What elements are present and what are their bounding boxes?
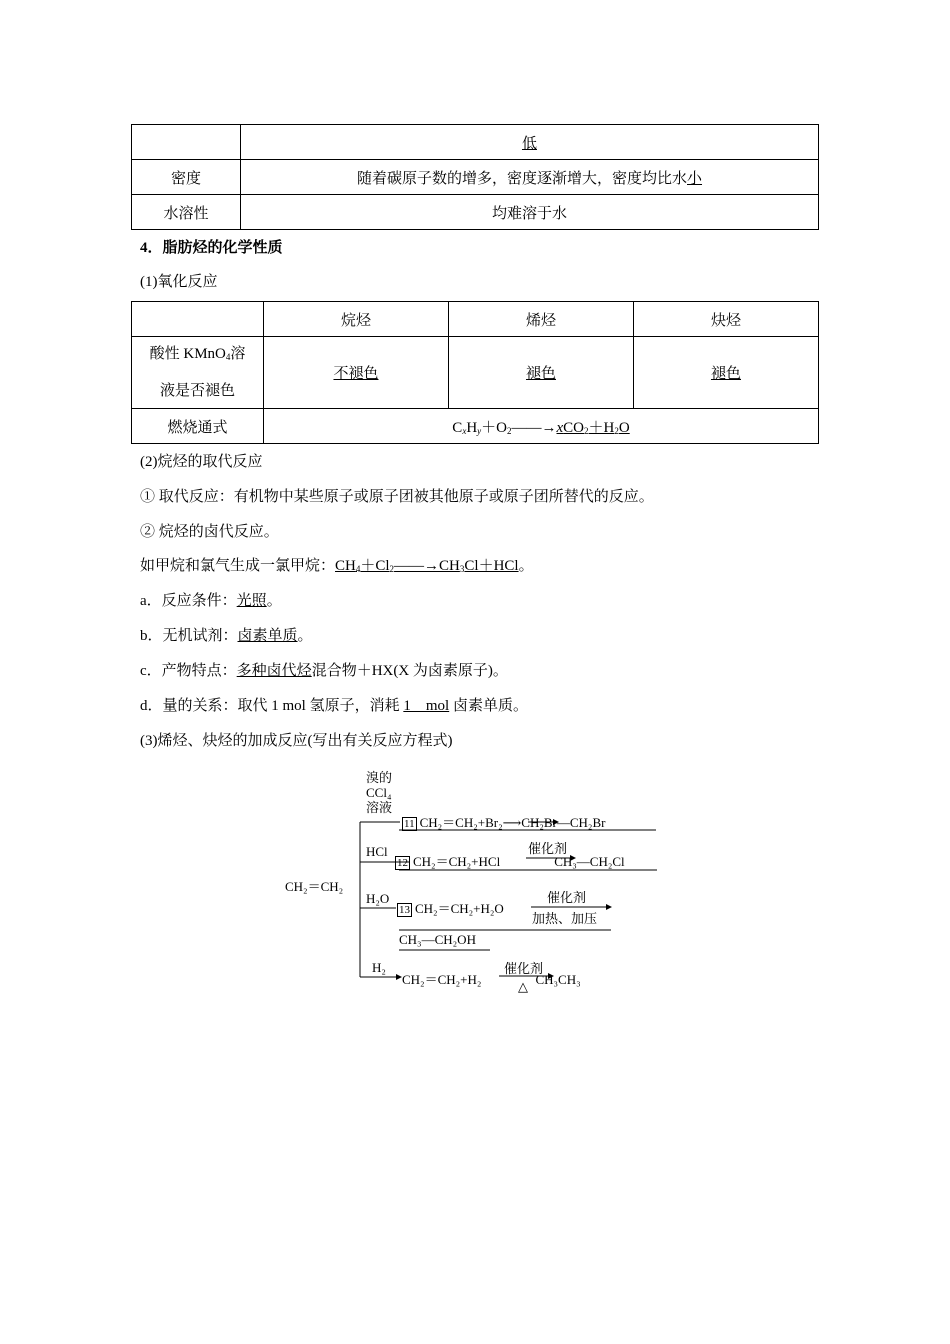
header-alkane: 烷烃 xyxy=(264,302,449,337)
solubility-value: 均难溶于水 xyxy=(241,195,819,230)
product-item: c．产物特点：多种卤代烃混合物＋HX(X 为卤素原子)。 xyxy=(140,663,508,679)
water-condition-bottom: 加热、加压 xyxy=(532,911,598,926)
density-value: 随着碳原子数的增多，密度逐渐增大，密度均比水小 xyxy=(241,160,819,195)
combustion-label: 燃烧通式 xyxy=(132,409,264,444)
halogenation-heading: ② 烷烃的卤代反应。 xyxy=(140,524,279,540)
boiling-point-answer: 低 xyxy=(521,135,537,152)
kmno4-label: 酸性 KMnO$_4$溶 液是否褪色 xyxy=(132,337,264,409)
combustion-equation: $C_xH_y+O_2——\to xCO_2+H_2O$ xyxy=(264,409,819,444)
bromine-equation: 11 CH₂＝CH₂+Br₂⟶CH₂Br—CH₂Br xyxy=(404,815,606,830)
hcl-condition: 催化剂 xyxy=(528,841,568,856)
hydrogen-condition-bottom: △ xyxy=(518,979,528,994)
hcl-reagent: HCl xyxy=(366,844,388,859)
section-title: 4．脂肪烃的化学性质 xyxy=(140,240,283,256)
methane-example: 如甲烷和氯气生成一氯甲烷：$CH_4+Cl_2——\to CH_3Cl+HCl$。 xyxy=(140,558,534,574)
water-product: CH₃—CH₂OH xyxy=(399,932,476,947)
hydrogen-equation: CH₂＝CH₂+H₂ CH₃CH₃ xyxy=(402,972,581,987)
hydrogen-reagent: H₂ xyxy=(372,960,386,975)
water-equation: 13 CH₂＝CH₂+H₂O xyxy=(399,901,504,916)
oxidation-heading: (1)氧化反应 xyxy=(140,274,218,290)
header-alkyne: 炔烃 xyxy=(634,302,819,337)
solubility-label: 水溶性 xyxy=(132,195,241,230)
water-condition-top: 催化剂 xyxy=(547,890,587,905)
reagent-item: b．无机试剂：卤素单质。 xyxy=(140,628,313,644)
substitution-heading: (2)烷烃的取代反应 xyxy=(140,454,263,470)
water-reagent: H₂O xyxy=(366,891,390,906)
hcl-equation: 12 CH₂＝CH₂+HCl CH₃—CH₂Cl xyxy=(397,854,625,869)
addition-heading: (3)烯烃、炔烃的加成反应(写出有关反应方程式) xyxy=(140,733,453,749)
substitution-definition: ① 取代反应：有机物中某些原子或原子团被其他原子或原子团所替代的反应。 xyxy=(140,489,654,505)
header-alkene: 烯烃 xyxy=(449,302,634,337)
reactant-ethene: CH₂＝CH₂ xyxy=(285,879,344,894)
hydrogen-condition-top: 催化剂 xyxy=(504,961,544,976)
alkane-kmno4: 不褪色 xyxy=(264,337,449,409)
alkyne-kmno4: 褪色 xyxy=(634,337,819,409)
quantity-item: d．量的关系：取代 1 mol 氢原子，消耗 1 mol 卤素单质。 xyxy=(140,698,528,714)
condition-item: a．反应条件：光照。 xyxy=(140,593,282,609)
alkene-kmno4: 褪色 xyxy=(449,337,634,409)
density-label: 密度 xyxy=(132,160,241,195)
bromine-reagent: 溴的 CCl₄ 溶液 xyxy=(366,770,393,815)
